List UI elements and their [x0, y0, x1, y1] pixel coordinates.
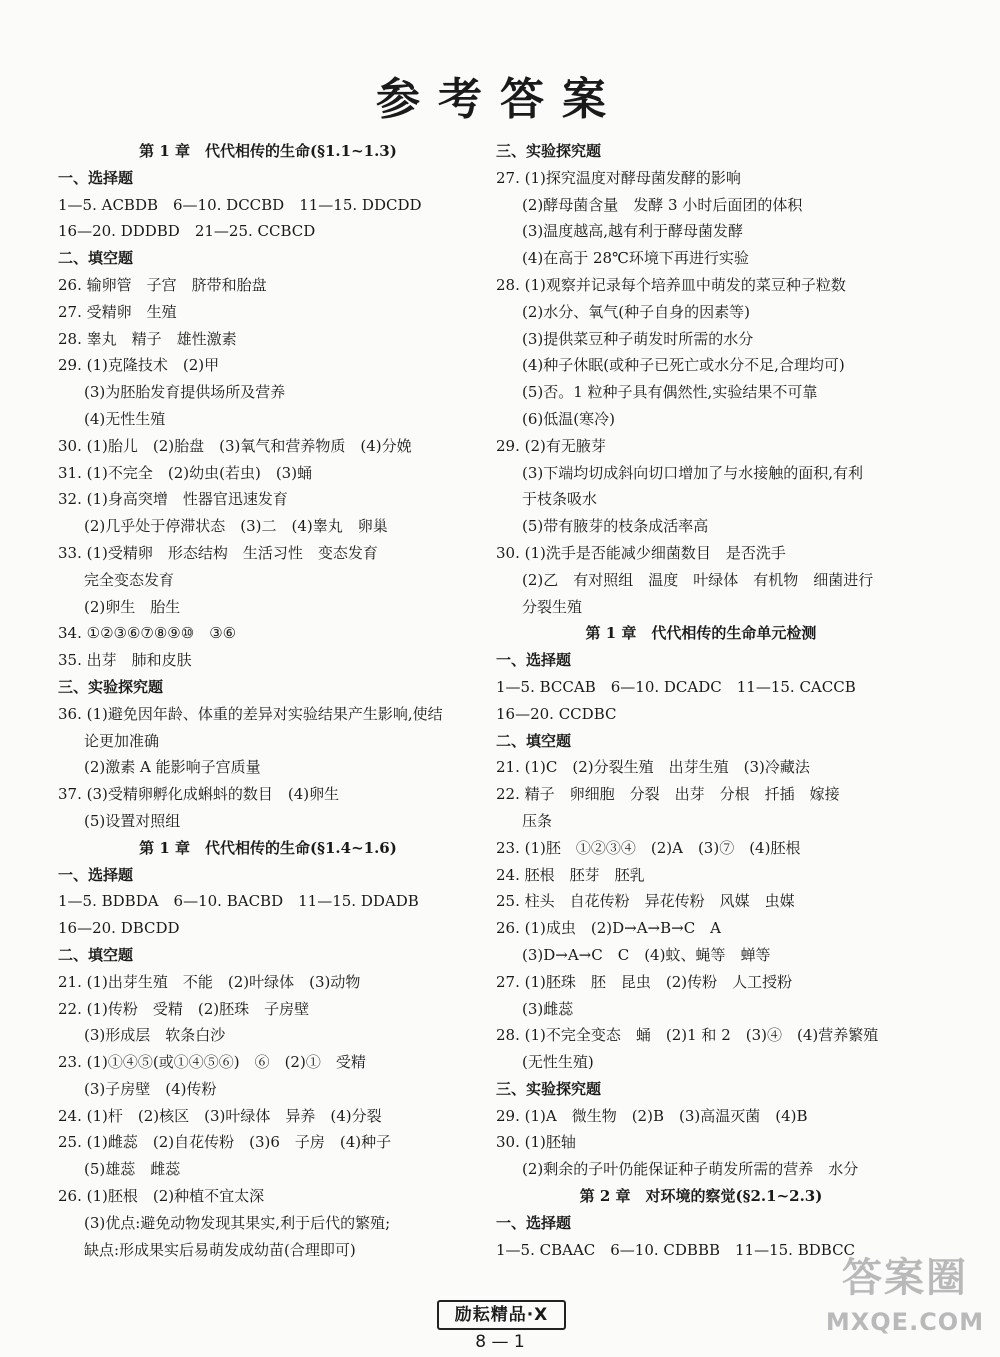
answer-line: 1—5. BDBDA 6—10. BACBD 11—15. DDADB: [58, 892, 419, 911]
answer-line: 27. 受精卵 生殖: [58, 302, 177, 321]
answer-line: 于枝条吸水: [522, 490, 598, 509]
section-heading: 三、实验探究题: [496, 142, 602, 160]
answer-line: 压条: [522, 811, 553, 830]
section-heading: 一、选择题: [496, 1213, 572, 1232]
answer-line: 28. 睾丸 精子 雄性激素: [58, 329, 237, 348]
answer-line: (2)激素 A 能影响子宫质量: [84, 758, 261, 777]
answer-line: (4)在高于 28℃环境下再进行实验: [522, 249, 749, 268]
answer-line: 23. (1)①④⑤(或①④⑤⑥) ⑥ (2)① 受精: [58, 1053, 366, 1072]
answer-line: (3)形成层 软条白沙: [84, 1026, 226, 1045]
answer-line: (5)设置对照组: [84, 811, 181, 830]
answer-line: 36. (1)避免因年龄、体重的差异对实验结果产生影响,使结: [58, 704, 443, 723]
answer-line: (2)酵母菌含量 发酵 3 小时后面团的体积: [522, 195, 803, 214]
answer-line: 16—20. CCDBC: [496, 704, 617, 723]
left-column: [58, 138, 478, 1263]
section-heading: 三、实验探究题: [58, 677, 164, 696]
watermark-logo-text: 答案圈: [842, 1255, 968, 1301]
section-heading: 二、填空题: [496, 731, 572, 750]
answer-line: 26. 输卵管 子宫 脐带和胎盘: [58, 275, 267, 294]
section-heading: 三、实验探究题: [496, 1079, 602, 1098]
answer-line: 16—20. DDDBD 21—25. CCBCD: [58, 222, 316, 241]
answer-line: 27. (1)探究温度对酵母菌发酵的影响: [496, 168, 741, 187]
answer-line: (3)提供菜豆种子萌发时所需的水分: [522, 329, 754, 348]
answer-line: (5)否。1 粒种子具有偶然性,实验结果不可靠: [522, 383, 818, 402]
answer-line: 24. 胚根 胚芽 胚乳: [496, 865, 645, 884]
answer-line: (3)下端均切成斜向切口增加了与水接触的面积,有利: [522, 463, 864, 482]
answer-line: 29. (1)克隆技术 (2)甲: [58, 356, 220, 375]
answer-line: 26. (1)胚根 (2)种植不宜太深: [58, 1187, 265, 1206]
watermark-site-text: MXQE.COM: [825, 1308, 985, 1336]
answer-line: (2)卵生 胎生: [84, 597, 181, 616]
section-heading: 二、填空题: [58, 249, 134, 268]
answer-line: 28. (1)观察并记录每个培养皿中萌发的菜豆种子粒数: [496, 275, 846, 294]
chapter-heading: 第 1 章 代代相传的生命(§1.4~1.6): [139, 838, 397, 857]
answer-line: 1—5. BCCAB 6—10. DCADC 11—15. CACCB: [496, 677, 856, 696]
answer-line: 21. (1)出芽生殖 不能 (2)叶绿体 (3)动物: [58, 972, 361, 991]
answer-line: 31. (1)不完全 (2)幼虫(若虫) (3)蛹: [58, 463, 313, 482]
answer-line: 24. (1)杆 (2)核区 (3)叶绿体 异养 (4)分裂: [58, 1106, 382, 1125]
answer-line: (2)水分、氧气(种子自身的因素等): [522, 302, 750, 321]
answer-line: 30. (1)胎儿 (2)胎盘 (3)氧气和营养物质 (4)分娩: [58, 436, 412, 455]
section-heading: 一、选择题: [58, 168, 134, 187]
section-heading: 二、填空题: [58, 945, 134, 964]
right-column: [496, 138, 906, 1263]
answer-line: (无性生殖): [522, 1053, 594, 1072]
answer-line: (3)温度越高,越有利于酵母菌发酵: [522, 222, 744, 241]
answer-line: 25. 柱头 自花传粉 异花传粉 风媒 虫媒: [496, 892, 795, 911]
answer-line: (3)D→A→C C (4)蚊、蝇等 蝉等: [522, 945, 771, 964]
answer-line: (2)几乎处于停滞状态 (3)二 (4)睾丸 卵巢: [84, 517, 388, 536]
answer-line: 35. 出芽 肺和皮肤: [58, 651, 192, 670]
answer-line: 22. (1)传粉 受精 (2)胚珠 子房壁: [58, 999, 310, 1018]
answer-line: 16—20. DBCDD: [58, 919, 180, 938]
answer-line: 23. (1)胚 ①②③④ (2)A (3)⑦ (4)胚根: [496, 838, 801, 857]
answer-line: 29. (2)有无腋芽: [496, 436, 606, 455]
answer-line: 论更加准确: [84, 731, 160, 750]
page-title: 参考答案: [376, 74, 624, 125]
answer-line: (3)子房壁 (4)传粉: [84, 1079, 217, 1098]
answer-line: 1—5. CBAAC 6—10. CDBBB 11—15. BDBCC: [496, 1240, 856, 1259]
answer-line: (3)优点:避免动物发现其果实,利于后代的繁殖;: [84, 1213, 391, 1232]
answer-line: (6)低温(寒冷): [522, 409, 615, 428]
answer-line: (2)剩余的子叶仍能保证种子萌发所需的营养 水分: [522, 1160, 859, 1179]
answer-line: (2)乙 有对照组 温度 叶绿体 有机物 细菌进行: [522, 570, 874, 589]
answer-line: 32. (1)身高突增 性器官迅速发育: [58, 490, 288, 509]
answer-line: 1—5. ACBDB 6—10. DCCBD 11—15. DDCDD: [58, 195, 422, 214]
answer-line: 26. (1)成虫 (2)D→A→B→C A: [496, 919, 722, 938]
answer-line: 25. (1)雌蕊 (2)自花传粉 (3)6 子房 (4)种子: [58, 1133, 392, 1152]
answer-line: (4)种子休眠(或种子已死亡或水分不足,合理均可): [522, 356, 845, 375]
section-heading: 一、选择题: [496, 651, 572, 670]
page-number: 8 — 1: [475, 1332, 525, 1352]
answer-line: 34. ①②③⑥⑦⑧⑨⑩ ③⑥: [58, 624, 237, 643]
answer-line: 27. (1)胚珠 胚 昆虫 (2)传粉 人工授粉: [496, 972, 793, 991]
answer-line: 30. (1)洗手是否能减少细菌数目 是否洗手: [496, 543, 786, 562]
footer-brand: 励耘精品·X: [437, 1300, 566, 1330]
section-heading: 一、选择题: [58, 865, 134, 884]
chapter-heading: 第 1 章 代代相传的生命单元检测: [585, 624, 817, 643]
answer-line: (3)雌蕊: [522, 999, 574, 1018]
answer-line: 22. 精子 卵细胞 分裂 出芽 分根 扦插 嫁接: [496, 785, 840, 804]
answer-line: 30. (1)胚轴: [496, 1133, 576, 1152]
answer-line: (3)为胚胎发育提供场所及营养: [84, 383, 286, 402]
chapter-heading: 第 2 章 对环境的察觉(§2.1~2.3): [579, 1187, 823, 1206]
answer-line: 完全变态发育: [84, 570, 175, 589]
answer-line: 21. (1)C (2)分裂生殖 出芽生殖 (3)冷藏法: [496, 758, 810, 777]
answer-line: 29. (1)A 微生物 (2)B (3)高温灭菌 (4)B: [496, 1106, 808, 1125]
chapter-heading: 第 1 章 代代相传的生命(§1.1~1.3): [139, 142, 397, 160]
answer-line: 缺点:形成果实后易萌发成幼苗(合理即可): [84, 1240, 356, 1259]
answer-line: (5)雄蕊 雌蕊: [84, 1160, 181, 1179]
answer-line: (5)带有腋芽的枝条成活率高: [522, 517, 709, 536]
answer-line: 33. (1)受精卵 形态结构 生活习性 变态发育: [58, 543, 378, 562]
answer-line: 28. (1)不完全变态 蛹 (2)1 和 2 (3)④ (4)营养繁殖: [496, 1026, 879, 1045]
watermark-logo: [820, 1250, 990, 1350]
answer-line: 37. (3)受精卵孵化成蝌蚪的数目 (4)卵生: [58, 785, 340, 804]
answer-line: 分裂生殖: [522, 597, 583, 616]
answer-line: (4)无性生殖: [84, 409, 166, 428]
